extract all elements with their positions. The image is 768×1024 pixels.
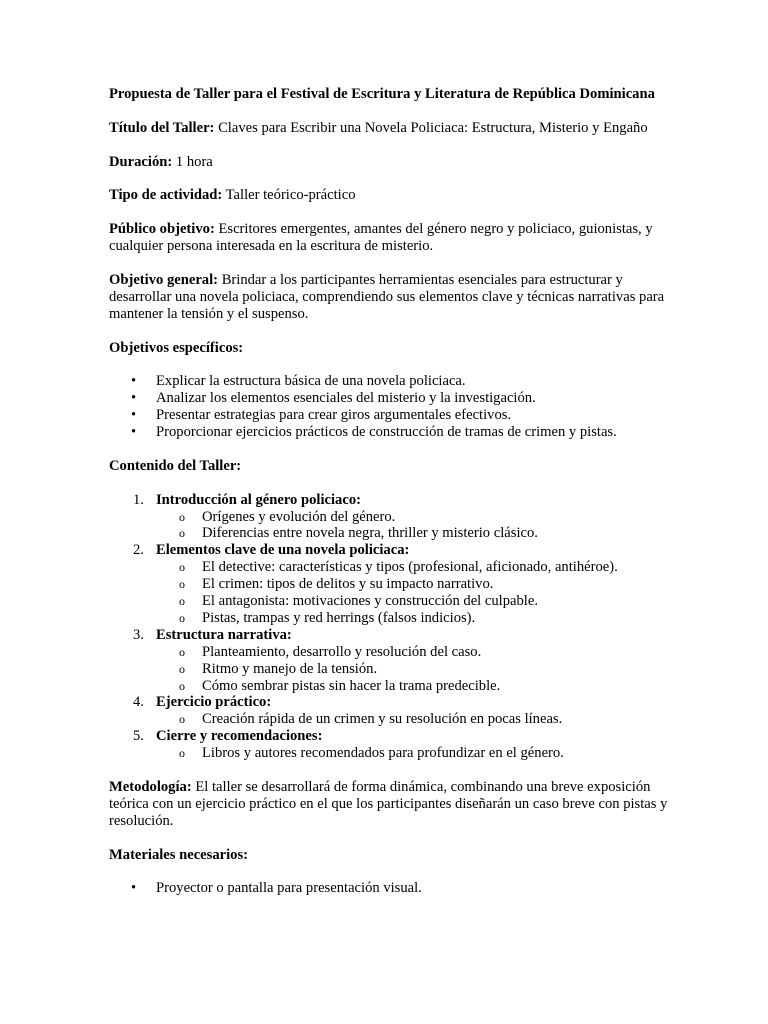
list-item: • Analizar los elementos esenciales del misterio y la investigación.	[131, 390, 536, 407]
contenido-section	[109, 627, 669, 695]
sub-list-item: o Cómo sembrar pistas sin hacer la trama predecible.	[179, 677, 501, 694]
bullet-icon: •	[131, 373, 137, 390]
field-tipo-label: Tipo de actividad:	[109, 187, 223, 204]
sub-list-item: o Diferencias entre novela negra, thriller y misterio clásico.	[179, 525, 538, 542]
list-item: • Proyector o pantalla para presentación visual.	[131, 880, 422, 897]
section-number: 5.	[133, 728, 144, 745]
field-objetivo-general	[109, 272, 669, 323]
sub-list-item: o El crimen: tipos de delitos y su impacto narrativo.	[179, 576, 494, 593]
section-number: 1.	[133, 491, 144, 508]
list-item: • Presentar estrategias para crear giros argumentales efectivos.	[131, 407, 512, 424]
contenido-list	[109, 492, 669, 763]
metodologia	[109, 779, 669, 830]
list-item: • Proporcionar ejercicios prácticos de construcción de tramas de crimen y pistas.	[131, 424, 617, 441]
field-objetivo-general-label: Objetivo general:	[109, 271, 219, 288]
contenido-section	[109, 542, 669, 627]
bullet-icon: •	[131, 424, 137, 441]
sub-list-item: o Ritmo y manejo de la tensión.	[179, 660, 378, 677]
sub-list-item: o Planteamiento, desarrollo y resolución del caso.	[179, 643, 482, 660]
circle-bullet-icon: o	[179, 678, 185, 693]
metodologia-value: El taller se desarrollará de forma dinámica, combinando una breve exposición teórica con un ejercicio práctico en el que los participantes diseñarán un caso breve con pistas y resolución.	[109, 779, 668, 829]
objetivos-especificos-heading: Objetivos específicos:	[109, 339, 244, 356]
circle-bullet-icon: o	[179, 610, 185, 625]
field-objetivo-general-value: Brindar a los participantes herramientas esenciales para estructurar y desarrollar una novela policiaca, comprendiendo sus elementos clave y técnicas narrativas para mantener la tensión y el suspenso.	[109, 271, 665, 322]
section-title: Estructura narrativa:	[156, 626, 292, 643]
section-title: Introducción al género policiaco:	[156, 491, 361, 508]
bullet-icon: •	[131, 390, 137, 407]
document-title: Propuesta de Taller para el Festival de Escritura y Literatura de República Dominicana	[109, 86, 655, 102]
sub-list-item: o Creación rápida de un crimen y su resolución en pocas líneas.	[179, 711, 563, 728]
sub-list-item: o Libros y autores recomendados para profundizar en el género.	[179, 745, 564, 762]
sub-list-item: o El antagonista: motivaciones y construcción del culpable.	[179, 593, 538, 610]
metodologia-label: Metodología:	[109, 779, 192, 795]
field-publico	[109, 221, 669, 255]
field-tipo	[109, 187, 669, 204]
bullet-icon: •	[131, 880, 137, 897]
section-number: 4.	[133, 694, 144, 711]
document-body	[109, 86, 669, 914]
contenido-section	[109, 728, 669, 762]
sub-list-item: o Pistas, trampas y red herrings (falsos indicios).	[179, 609, 476, 626]
contenido-section	[109, 492, 669, 543]
field-titulo	[109, 120, 669, 137]
list-item: • Explicar la estructura básica de una novela policiaca.	[131, 373, 466, 390]
contenido-heading: Contenido del Taller:	[109, 457, 242, 474]
field-publico-label: Público objetivo:	[109, 221, 215, 238]
materiales-heading: Materiales necesarios:	[109, 846, 248, 863]
circle-bullet-icon: o	[179, 661, 185, 676]
circle-bullet-icon: o	[179, 594, 185, 609]
section-title: Cierre y recomendaciones:	[156, 728, 323, 745]
field-titulo-value: Claves para Escribir una Novela Policiaca: Estructura, Misterio y Engaño	[218, 119, 648, 136]
field-tipo-value: Taller teórico-práctico	[225, 187, 356, 204]
circle-bullet-icon: o	[179, 644, 185, 659]
field-publico-value: Escritores emergentes, amantes del género negro y policiaco, guionistas, y cualquier persona interesada en la escritura de misterio.	[109, 221, 653, 255]
field-titulo-label: Título del Taller:	[109, 119, 215, 136]
field-duracion-value: 1 hora	[175, 153, 213, 170]
section-title: Elementos clave de una novela policiaca:	[156, 542, 410, 559]
section-title: Ejercicio práctico:	[156, 694, 272, 711]
objetivos-especificos-list	[109, 373, 669, 441]
sub-list-item: o Orígenes y evolución del género.	[179, 508, 396, 525]
circle-bullet-icon: o	[179, 712, 185, 727]
sub-list-item: o El detective: características y tipos (profesional, aficionado, antihéroe).	[179, 559, 618, 576]
field-duracion-label: Duración:	[109, 153, 173, 170]
contenido-section	[109, 694, 669, 728]
circle-bullet-icon: o	[179, 577, 185, 592]
circle-bullet-icon: o	[179, 509, 185, 524]
circle-bullet-icon: o	[179, 526, 185, 541]
circle-bullet-icon: o	[179, 746, 185, 761]
materiales-list	[109, 880, 669, 897]
field-duracion	[109, 154, 669, 171]
section-number: 3.	[133, 626, 144, 643]
bullet-icon: •	[131, 407, 137, 424]
section-number: 2.	[133, 542, 144, 559]
circle-bullet-icon: o	[179, 560, 185, 575]
